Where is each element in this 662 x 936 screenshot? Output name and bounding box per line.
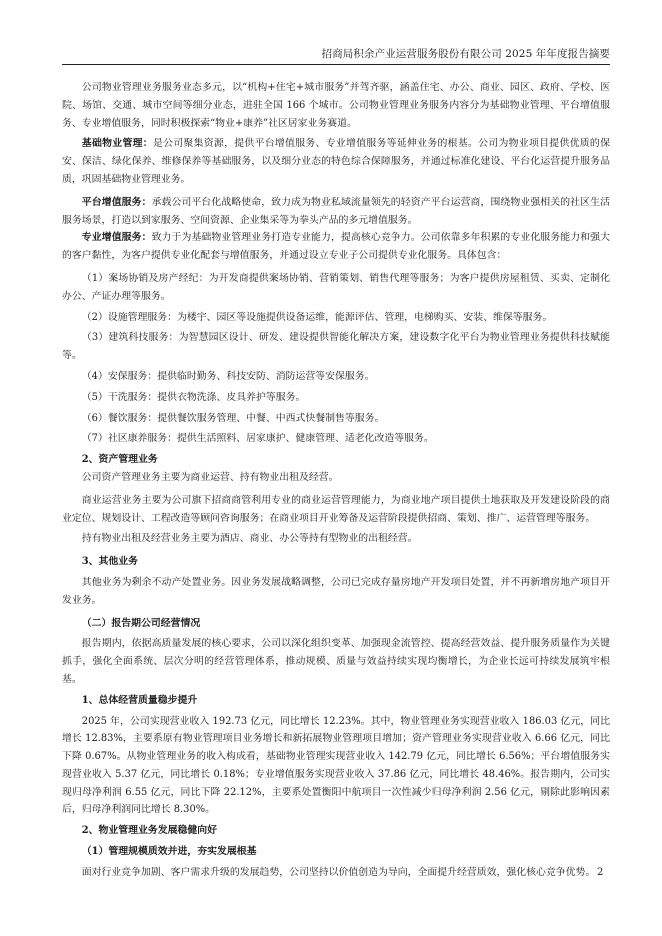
basic-property-paragraph (62, 135, 610, 188)
report-body (62, 79, 610, 882)
asset-paragraph: 商业运营业务主要为公司旗下招商商管利用专业的商业运营管理能力，为商业地产项目提供土地获取及开发建设阶段的商业定位、规划设计、工程改造等顾问咨询服务；在商业项目开业筹备及运营阶段提供招商、策划、推广、运营管理等服务。 (62, 494, 610, 524)
growth-paragraph: 面对行业竞争加剧、客户需求升级的发展趋势，公司坚持以价值创造为导向，全面提升经营质效，强化核心竞争优势。 (81, 866, 596, 878)
asset-section-heading: 2、资产管理业务 (81, 454, 158, 466)
page-number: 2 (597, 867, 604, 878)
service-item: （2）设施管理服务：为楼宇、园区等设施提供设备运维，能源评估、管理，电梯购买、安装、维保等服务。 (81, 311, 553, 323)
service-item: （6）餐饮服务：提供餐饮服务管理、中餐、中西式快餐制售等服务。 (81, 412, 385, 424)
growth-sub-heading: （1）管理规模质效并进，夯实发展根基 (81, 846, 257, 858)
service-item: （3）建筑科技服务：为智慧园区设计、研发、建设提供智能化解决方案，建设数字化平台为物业管理业务提供科技赋能等。 (62, 332, 610, 362)
operations-paragraph: 报告期内，依据高质量发展的核心要求，公司以深化组织变革、加强现金流管控、提高经营效益、提升服务质量作为关键抓手，强化全面系统、层次分明的经营管理体系，推动规模、质量与效益持续实现均衡增长，为企业长远可持续发展筑牢根基。 (62, 638, 610, 685)
operations-section-heading: （二）报告期公司经营情况 (81, 617, 201, 629)
basic-property-text: 是公司聚集资源，提供平台增值服务、专业增值服务等延伸业务的根基。公司为物业项目提供优质的保安、保洁、绿化保养、维修保养等基础服务，以及细分业态的特色综合保障服务，并通过标准化建设、平台化运营提升服务品质，巩固基础物业管理业务。 (62, 138, 610, 185)
quality-paragraph: 2025 年，公司实现营业收入 192.73 亿元，同比增长 12.23%。其中，物业管理业务实现营业收入 186.03 亿元，同比增长 12.83%，主要系原有物业管理项目业务增长和新拓展物业管理项目增加；资产管理业务实现营业收入 6.66 亿元，同比下降 0.67%。从物业管理业务的收入构成看，基础物业管理实现营业收入 142.79 亿元，同比增长 6.56%；平台增值服务实现营业收入 5.37 亿元，同比增长 0.18%；专业增值服务实现营业收入 37.86 亿元，同比增长 48.46%。报告期内，公司实现归母净利润 6.55 亿元，同比下降 22.12%，主要系处置衡阳中航项目一次性减少归母净利润 2.56 亿元，剔除此影响因素后，归母净利润同比增长 8.30%。 (62, 715, 610, 816)
platform-service-paragraph (62, 194, 610, 230)
other-paragraph: 其他业务为剩余不动产处置业务。因业务发展战略调整，公司已完成存量房地产开发项目处置，并不再新增房地产项目开发业务。 (62, 576, 610, 606)
quality-section-heading: 1、总体经营质量稳步提升 (81, 694, 198, 706)
professional-service-label: 专业增值服务： (81, 232, 152, 244)
platform-service-text: 承载公司平台化战略使命，致力成为物业私域流量领先的轻资产平台运营商，围绕物业强相关的社区生活服务场景，打造以到家服务、空间资源、企业集采等为拳头产品的多元增值服务。 (62, 196, 610, 226)
platform-service-label: 平台增值服务： (81, 196, 152, 208)
asset-paragraph: 公司资产管理业务主要为商业运营、持有物业出租及经营。 (81, 471, 339, 483)
asset-paragraph: 持有物业出租及经营业务主要为酒店、商业、办公等持有型物业的出租经营。 (81, 533, 418, 545)
service-item: （5）干洗服务：提供衣物洗涤、皮具养护等服务。 (81, 391, 306, 403)
growth-section-heading: 2、物业管理业务发展稳健向好 (81, 825, 218, 837)
report-header-title: 招商局积余产业运营服务股份有限公司 2025 年年度报告摘要 (321, 48, 610, 60)
basic-property-label: 基础物业管理： (81, 138, 153, 150)
service-item: （1）案场协销及房产经纪：为开发商提供案场协销、营销策划、销售代理等服务；为客户提供房屋租赁、买卖、定制化办公、产证办理等服务。 (62, 272, 610, 302)
professional-service-paragraph (62, 229, 610, 265)
service-item: （4）安保服务：提供临时勤务、科技安防、消防运营等安保服务。 (81, 370, 375, 382)
page-header (62, 44, 610, 65)
professional-service-text: 致力于为基础物业管理业务打造专业能力，提高核心竞争力。公司依靠多年积累的专业化服务能力和强大的客户黏性，为客户提供专业化配套与增值服务，并通过设立专业子公司提供专业化服务。具体包含： (62, 232, 610, 262)
other-section-heading: 3、其他业务 (81, 556, 139, 568)
intro-paragraph: 公司物业管理业务服务业态多元，以“机构+住宅+城市服务”并驾齐驱，涵盖住宅、办公、商业、园区、政府、学校、医院、场馆、交通、城市空间等细分业态，进驻全国 166 个城市。公司物业管理业务服务内容分为基础物业管理、平台增值服务、专业增值服务，同时积极探索“物业+康养”社区居家业务赛道。 (62, 82, 610, 129)
service-item: （7）社区康养服务：提供生活照料、居家康护、健康管理、适老化改造等服务。 (81, 433, 434, 445)
